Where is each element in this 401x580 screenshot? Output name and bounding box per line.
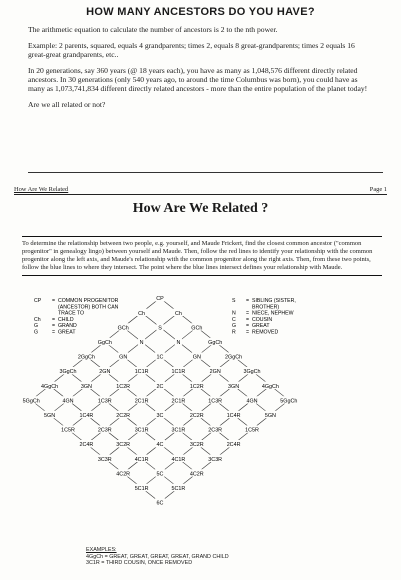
relationship-node: GgCh <box>208 340 223 346</box>
relationship-node: N <box>176 340 181 346</box>
relationship-node: 2GgCh <box>225 354 243 361</box>
relationship-node: 1C5R <box>61 427 75 434</box>
relationship-node: 2C4R <box>226 442 241 449</box>
legend-left-text: CHILD <box>58 316 74 323</box>
example-1: 4GgCh = GREAT, GREAT, GREAT, GREAT, GRAND CHILD <box>86 553 229 560</box>
relationship-node: N <box>139 340 144 346</box>
legend-left-text: TRACE TO <box>58 310 85 317</box>
legend-right-text: BROTHER) <box>252 304 280 311</box>
relationship-node: 1C3R <box>97 398 112 405</box>
legend-left-text: GRAND <box>58 323 77 330</box>
relationship-node: 2C3R <box>208 427 223 434</box>
ancestors-sheet <box>0 0 401 175</box>
relationship-node: 5C1R <box>134 486 149 492</box>
relationship-node: 4GN <box>62 398 74 405</box>
relationship-node: 4C1R <box>134 456 149 463</box>
relationship-node: 4GN <box>246 398 258 405</box>
relationship-node: 5GgCh <box>22 398 40 405</box>
relationship-node: 2C2R <box>189 413 204 419</box>
relationship-node: 6C <box>156 500 164 507</box>
relationship-node: 2C1R <box>171 398 186 405</box>
legend-left-eq: = <box>52 316 56 323</box>
relationship-node: S <box>158 325 162 332</box>
relationship-node: 2C3R <box>97 427 112 434</box>
header-page-number: Page 1 <box>369 186 387 193</box>
relationship-node: 1C4R <box>226 413 241 419</box>
relationship-node: 5GgCh <box>280 398 298 405</box>
relationship-node: 2C1R <box>134 398 149 405</box>
legend-left-abbr: CP <box>34 298 42 304</box>
legend-right-eq: = <box>246 298 250 304</box>
relationship-node: 1C5R <box>245 427 259 434</box>
relationship-node: 1C2R <box>189 383 204 390</box>
relationship-node: GN <box>192 354 201 361</box>
ancestors-paragraph-1: The arithmetic equation to calculate the number of ancestors is 2 to the nth power. <box>28 25 278 34</box>
legend-right-eq: = <box>246 316 250 323</box>
legend-left-eq: = <box>52 298 56 304</box>
examples-heading: EXAMPLES: <box>86 547 117 553</box>
relationship-node: 3C <box>156 413 164 419</box>
legend-left-abbr: G <box>34 323 39 330</box>
relationship-node: GCh <box>117 325 129 332</box>
legend-right-eq: = <box>246 329 250 336</box>
legend-right-abbr: S <box>232 298 236 304</box>
relationship-node: 3C1R <box>171 427 186 434</box>
ancestors-paragraph-2: Example: 2 parents, squared, equals 4 grandparents; times 2, equals 8 great-grandparents; times 2 equals 16 great-great grandparents, etc.. <box>28 41 355 59</box>
ancestors-paragraph-4: Are we all related or not? <box>28 100 106 109</box>
relationship-node: 2GN <box>99 369 111 376</box>
relationship-node: 3C1R <box>134 427 149 434</box>
ancestors-title: HOW MANY ANCESTORS DO YOU HAVE? <box>86 6 315 18</box>
legend-right-abbr: N <box>232 310 236 317</box>
relationship-node: 1C4R <box>79 413 94 419</box>
legend-right-text: COUSIN <box>252 316 273 323</box>
relationship-node: 5GN <box>264 413 276 419</box>
relationship-node: 3GN <box>80 383 92 390</box>
relationship-node: 2C4R <box>79 442 94 449</box>
relationship-node: GgCh <box>97 340 112 346</box>
relationship-node: 1C1R <box>134 369 149 376</box>
relationship-node: 3C3R <box>208 456 223 463</box>
legend-right-eq: = <box>246 323 250 330</box>
relationship-node: 4GgCh <box>261 383 279 390</box>
legend-left-text: GREAT <box>58 329 76 336</box>
relationship-node: 4C <box>156 442 164 449</box>
relationship-node: Ch <box>138 310 146 317</box>
legend-left-abbr: G <box>34 329 39 336</box>
relationship-node: 3GgCh <box>59 369 77 376</box>
relationship-node: 2GgCh <box>77 354 95 361</box>
relationship-node: CP <box>156 296 164 303</box>
relationship-node: GN <box>119 354 128 361</box>
relationship-node: 3C2R <box>116 442 131 449</box>
relationship-node: 1C1R <box>171 369 186 376</box>
legend-right-abbr: R <box>232 329 236 336</box>
relationship-node: 3GgCh <box>243 369 261 376</box>
examples-block <box>86 547 229 567</box>
legend-left-abbr: Ch <box>34 316 41 323</box>
legend-right-text: GREAT <box>252 323 270 330</box>
relationship-node: 5C <box>156 471 164 478</box>
related-intro: To determine the relationship between two people, e.g. yourself, and Maude Frickert, find the closest common ancestor ("common progenitor" in genealogy lingo) between yourself and Maude. Then, follow the red lines to identify your relationship with the common progenitor along the left axis, and Maude's relationship with the common progenitor along the right axis. Then, from these two points, follow the blue lines to where they intersect. The point where the blue lines intersect defines your relationship with Maude. <box>22 236 382 276</box>
relationship-node: 4C2R <box>189 471 204 478</box>
legend-left-eq: = <box>52 329 56 336</box>
legend-right-eq: = <box>246 310 250 317</box>
relationship-node: 4C2R <box>116 471 131 478</box>
relationship-node: 3C2R <box>189 442 204 449</box>
legend-left-eq: = <box>52 323 56 330</box>
ancestors-paragraph-3: In 20 generations, say 360 years (@ 18 years each), you have as many as 1,048,576 different directly related ancestors. In 30 generations (only 540 years ago, to around the time Columbus was born), you could have as many as 1,073,741,834 different directly related ancestors - more than the entire population of the planet today! <box>28 66 368 93</box>
legend-left-text: (ANCESTOR) BOTH CAN <box>58 304 119 311</box>
relationship-node: 5GN <box>44 413 56 419</box>
relationship-node: 3C3R <box>97 456 112 463</box>
header-rule <box>14 194 387 195</box>
related-title: How Are We Related ? <box>132 201 269 216</box>
relationship-node: Ch <box>174 310 182 317</box>
relationship-node: 2GN <box>209 369 221 376</box>
relationship-chart <box>0 290 401 548</box>
legend-right-text: REMOVED <box>252 329 279 336</box>
relationship-node: 1C2R <box>116 383 131 390</box>
example-2: 3C1R = THIRD COUSIN, ONCE REMOVED <box>86 560 193 567</box>
legend-left-text: COMMON PROGENITOR <box>58 298 119 304</box>
relationship-node: 4C1R <box>171 456 186 463</box>
relationship-node: 1C <box>156 354 164 361</box>
relationship-node: GCh <box>191 325 203 332</box>
relationship-node: 5C1R <box>171 486 186 492</box>
relationship-node: 3GN <box>228 383 240 390</box>
relationship-node: 1C3R <box>208 398 223 405</box>
relationship-node: 2C2R <box>116 413 131 419</box>
legend-right-abbr: G <box>232 323 237 330</box>
header-left: How Are We Related <box>14 186 69 193</box>
legend-right-text: NIECE, NEPHEW <box>252 310 294 317</box>
section-divider <box>28 172 383 173</box>
relationship-node: 2C <box>156 383 164 390</box>
relationship-node: 4GgCh <box>41 383 59 390</box>
legend-right-text: SIBLING (SISTER, <box>252 298 296 304</box>
legend-right-abbr: C <box>232 316 236 323</box>
